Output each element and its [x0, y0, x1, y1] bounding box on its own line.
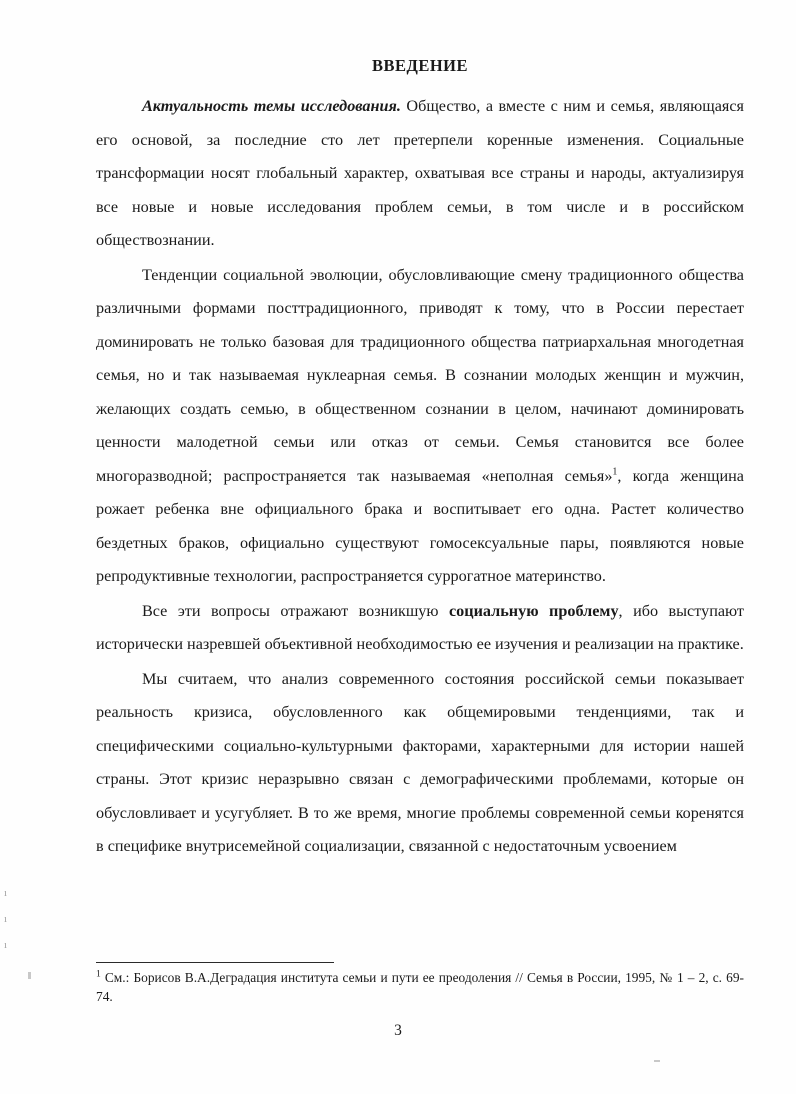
paragraph-4: Мы считаем, что анализ современного состояния российской семьи показывает реальность кризиса, обусловленного как общемировыми тенденциями, так и специфическими социально-культурными факторами, характерными для истории нашей страны. Этот кризис неразрывно связан с демографическими проблемами, которые он обусловливает и усугубляет. В то же время, многие проблемы современной семьи коренятся в специфике внутрисемейной социализации, связанной с недостаточным усвоением [96, 669, 744, 855]
paragraph-1-lead: Актуальность темы исследования. [142, 97, 401, 115]
footnote-1-marker: 1 [96, 969, 101, 980]
scan-edge-artifacts: ı ı ı [4, 887, 8, 951]
footnote-block [96, 962, 744, 1006]
page-title: ВВЕДЕНИЕ [371, 56, 469, 75]
footnote-1 [96, 968, 744, 1006]
scan-speck [28, 972, 31, 979]
document-body [96, 56, 744, 865]
paragraph-3-text-before: Все эти вопросы отражают возникшую [142, 601, 449, 620]
paragraph-2-text-after: , когда женщина рожает ребенка вне официального брака и воспитывает его одна. Растет количество бездетных браков, официально существуют гомосексуальные пары, появляются новые репродуктивные технологии, распространяется суррогатное материнство. [96, 466, 744, 585]
page-number: 3 [394, 1022, 402, 1039]
scan-speck [654, 1060, 660, 1062]
paragraph-3 [96, 595, 744, 662]
paragraph-2-text-before: Тенденции социальной эволюции, обусловливающие смену традиционного общества различными формами посттрадиционного, приводят к тому, что в России перестает доминировать не только базовая для традиционного общества патриархальная многодетная семья, но и так называемая нуклеарная семья. В сознании молодых женщин и мужчин, желающих создать семью, в общественном сознании в целом, начинают доминировать ценности малодетной семьи или отказ от семьи. Семья становится все более многоразводной; распространяется так называемая «неполная семья» [96, 265, 744, 485]
footnote-marker: 1 [612, 466, 618, 478]
paragraph-1 [96, 90, 744, 258]
paragraph-1-text: Общество, а вместе с ним и семья, являющаяся его основой, за последние сто лет претерпели коренные изменения. Социальные трансформации носят глобальный характер, охватывая все страны и народы, актуализируя все новые и новые исследования проблем семьи, в том числе и в российском обществознании. [96, 97, 744, 249]
paragraph-3-text-after: , ибо выступают исторически назревшей объективной необходимостью ее изучения и реализации на практике. [96, 601, 744, 653]
paragraph-3-emphasis: социальную проблему [448, 601, 619, 620]
footnote-divider [96, 962, 334, 963]
footnote-1-text: См.: Борисов В.А.Деградация института семьи и пути ее преодоления // Семья в России, 1995, № 1 – 2, с. 69-74. [96, 970, 744, 1004]
paragraph-2 [96, 259, 744, 594]
